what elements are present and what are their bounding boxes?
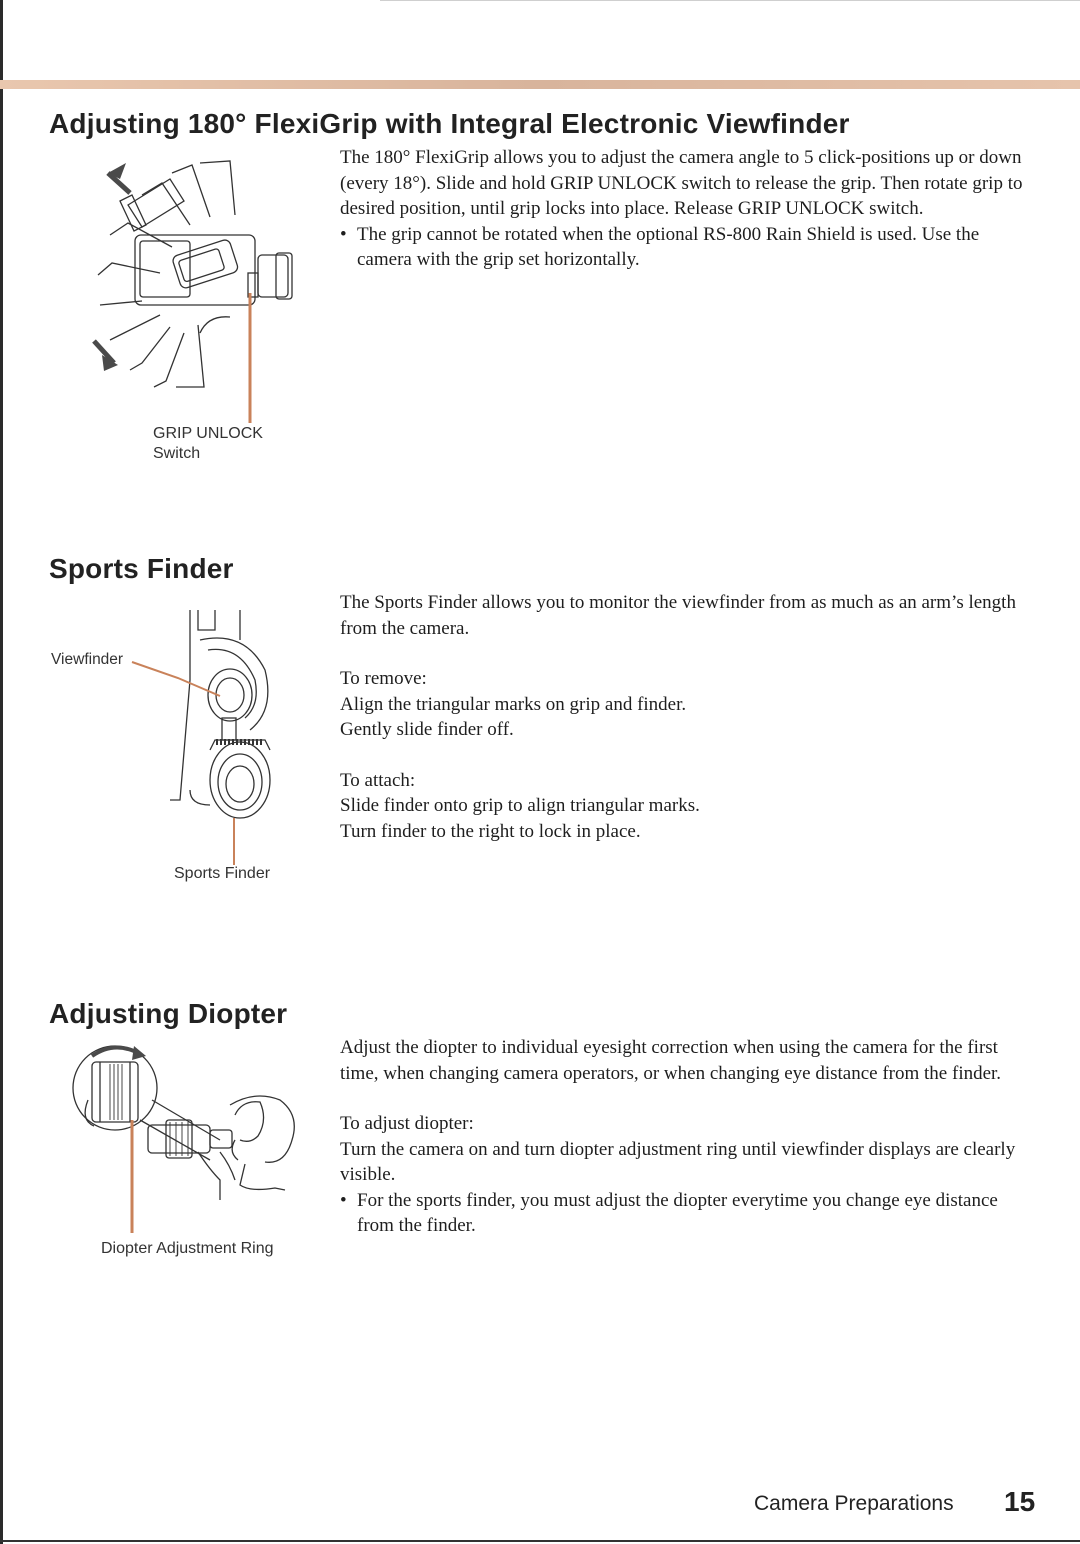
bullet-item	[340, 222, 1030, 273]
sports-finder-body	[340, 590, 1030, 844]
bullet-text: For the sports finder, you must adjust the diopter everytime you change eye distance from the finder.	[357, 1189, 998, 1236]
paragraph: Gently slide finder off.	[340, 719, 514, 740]
paragraph: To remove:	[340, 668, 427, 689]
caption-viewfinder: Viewfinder	[51, 651, 124, 668]
paragraph: The Sports Finder allows you to monitor the viewfinder from as much as an arm’s length from the camera.	[340, 592, 1016, 639]
caption-grip-unlock: GRIP UNLOCK	[153, 425, 263, 442]
section-title-diopter: Adjusting Diopter	[49, 998, 288, 1029]
diopter-illustration	[70, 1040, 310, 1240]
section-title-sports-finder: Sports Finder	[49, 553, 234, 584]
page-edge	[0, 0, 3, 1544]
paragraph: Align the triangular marks on grip and finder.	[340, 693, 687, 715]
paragraph: Slide finder onto grip to align triangular marks.	[340, 795, 700, 816]
caption-sports-finder: Sports Finder	[174, 865, 271, 882]
bullet-item	[340, 1188, 1030, 1239]
caption-switch: Switch	[153, 445, 201, 462]
diopter-body	[340, 1035, 1030, 1239]
paragraph: Turn the camera on and turn diopter adjustment ring until viewfinder displays are clearly visible.	[340, 1138, 1016, 1185]
caption-diopter-ring: Diopter Adjustment Ring	[101, 1240, 274, 1257]
paragraph: The 180° FlexiGrip allows you to adjust the camera angle to 5 click-positions up or down (every 18°). Slide and hold GRIP UNLOCK switch to release the grip. Then rotate grip to desired position, until grip locks into place. Release GRIP UNLOCK switch.	[340, 147, 1023, 219]
section-title-flexigrip: Adjusting 180° FlexiGrip with Integral Electronic Viewfinder	[49, 108, 850, 139]
bullet-glyph: •	[340, 223, 347, 245]
sports-finder-illustration	[50, 600, 300, 870]
flexigrip-body	[340, 145, 1030, 273]
paragraph: Turn finder to the right to lock in place.	[340, 820, 641, 842]
bottom-rule	[0, 1540, 1080, 1542]
page-number: 15	[1004, 1486, 1036, 1517]
paragraph: To attach:	[340, 769, 416, 791]
flexigrip-illustration	[80, 155, 310, 425]
bullet-text: The grip cannot be rotated when the optional RS-800 Rain Shield is used. Use the camera with the grip set horizontally.	[357, 223, 980, 270]
paragraph: To adjust diopter:	[340, 1113, 474, 1134]
footer-section-label: Camera Preparations	[754, 1492, 954, 1515]
top-rule	[380, 0, 1080, 1]
bullet-glyph: •	[340, 1189, 347, 1211]
header-band	[0, 80, 1080, 89]
paragraph: Adjust the diopter to individual eyesight correction when using the camera for the first time, when changing camera operators, or when changing eye distance from the finder.	[340, 1037, 1002, 1084]
